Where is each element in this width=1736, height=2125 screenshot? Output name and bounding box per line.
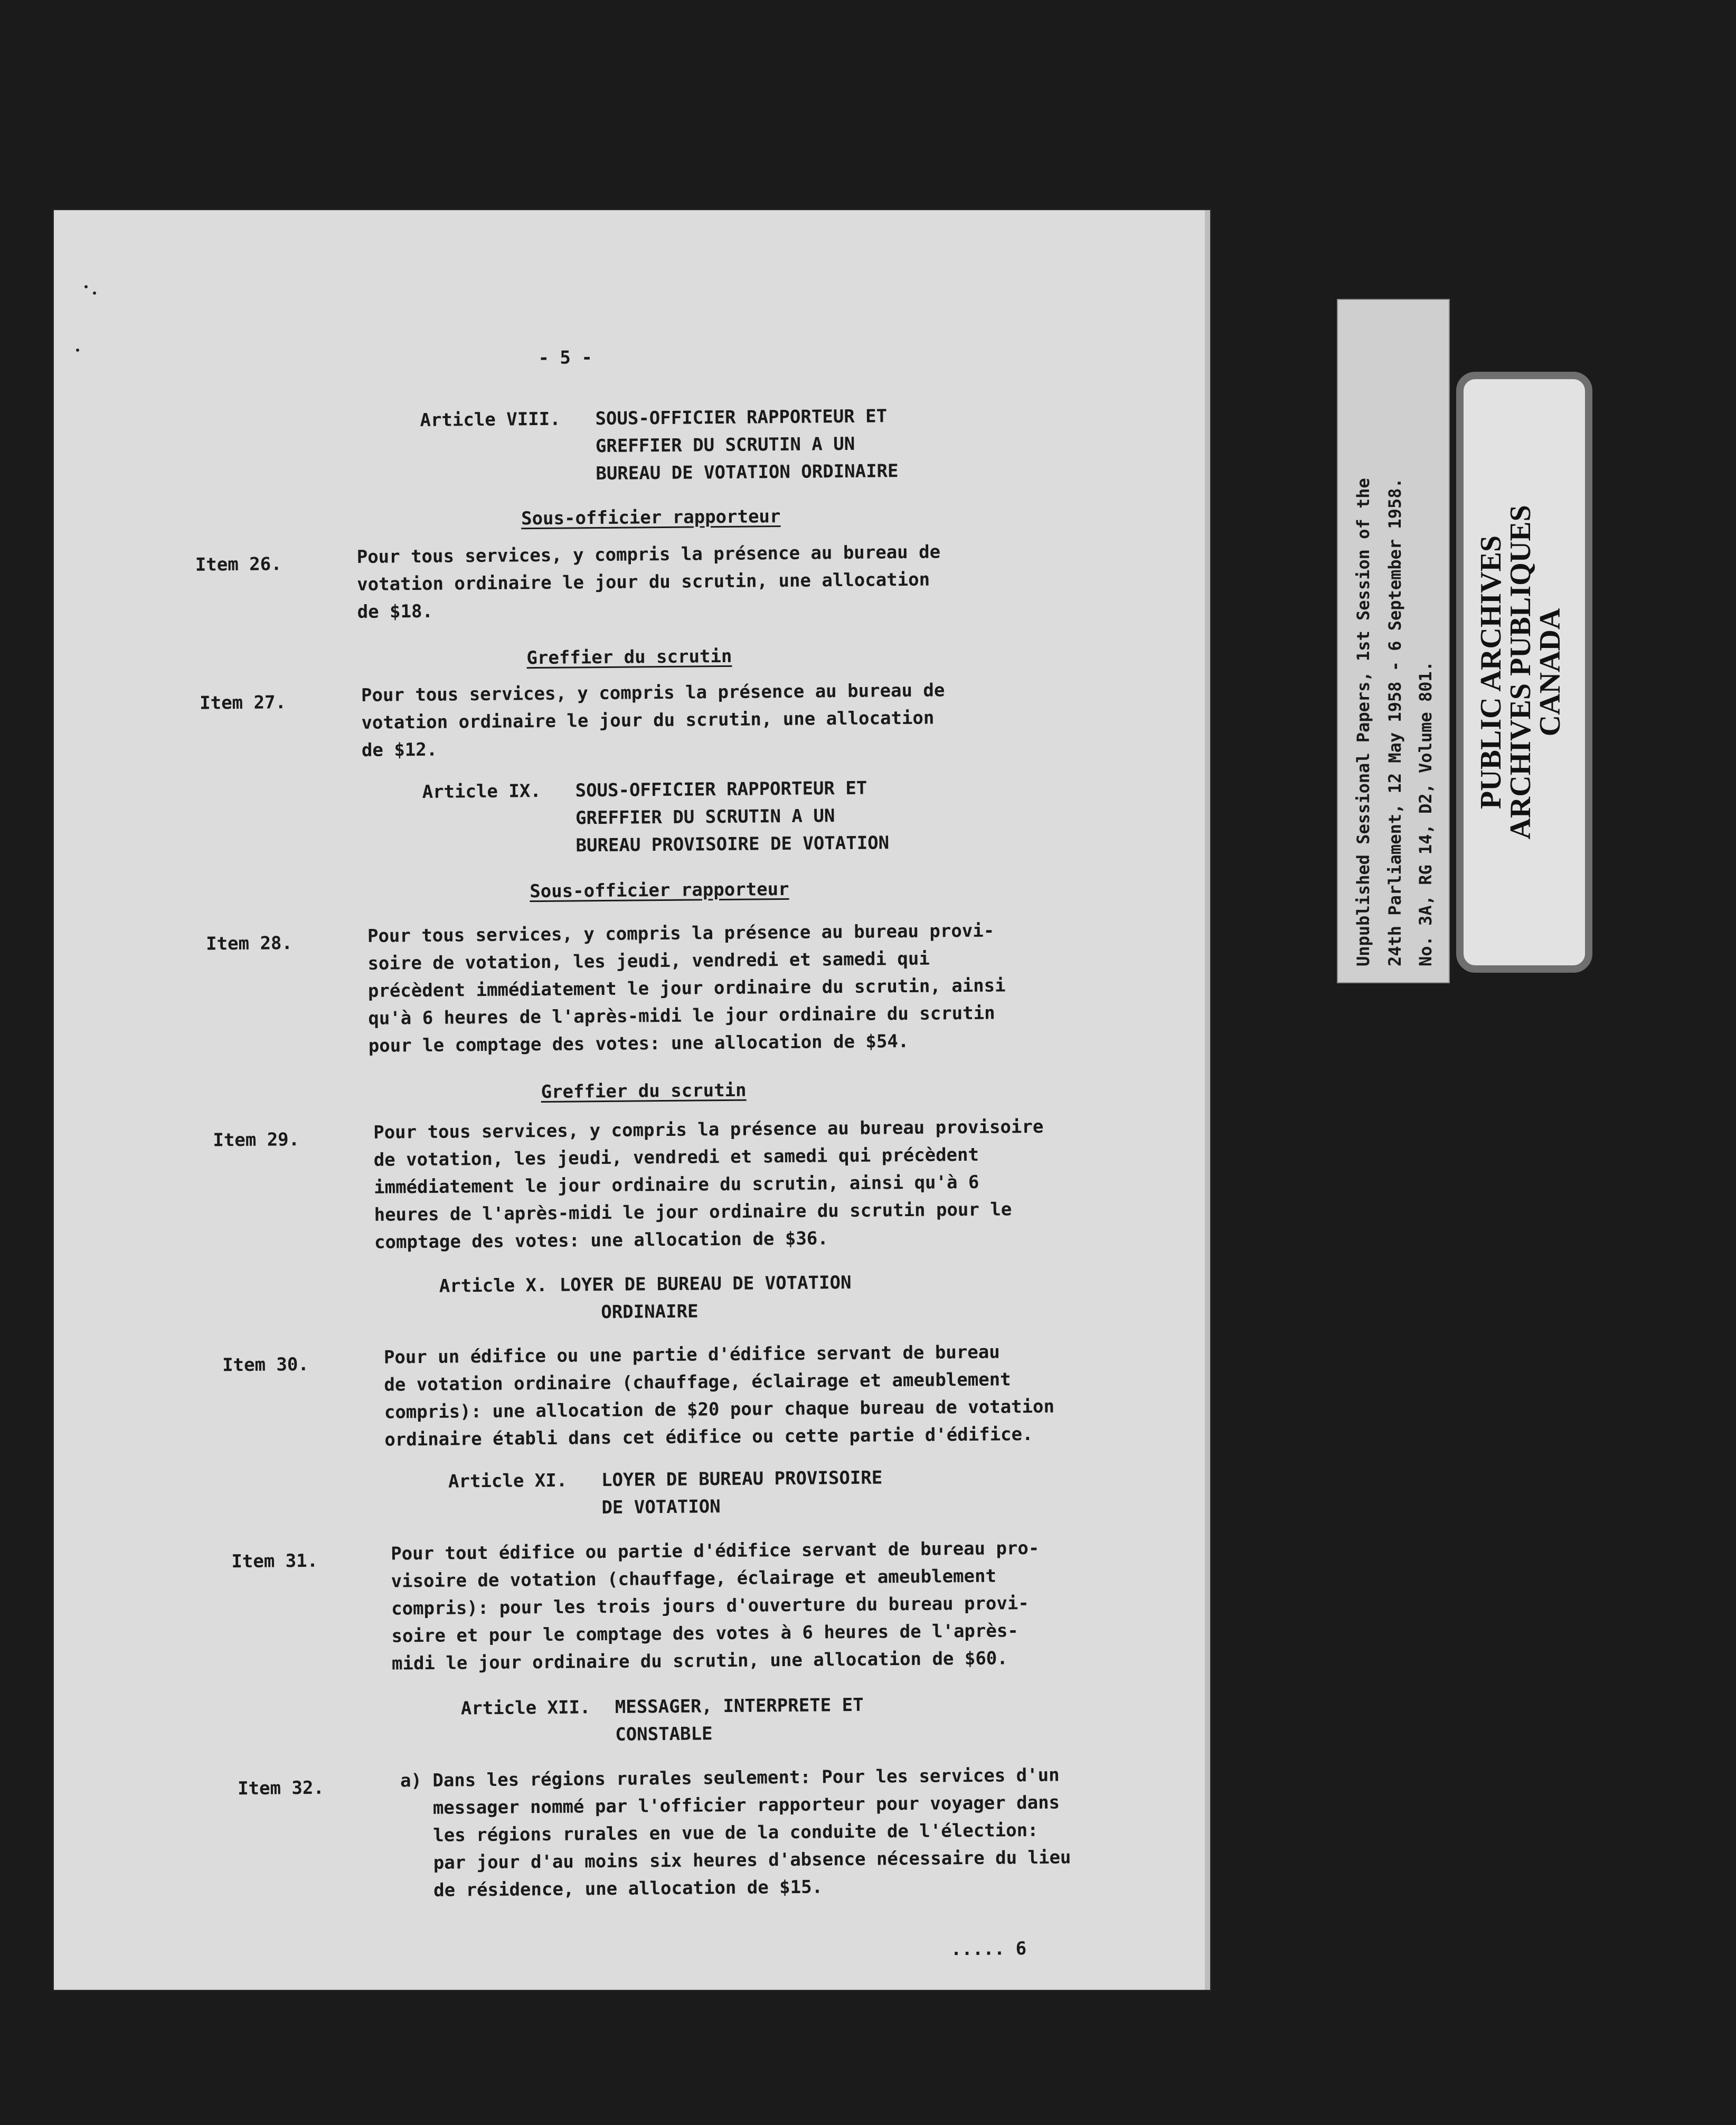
item-31-label: Item 31. xyxy=(231,1550,318,1573)
item-28-line-3: précèdent immédiatement le jour ordinaire du scrutin, ainsi xyxy=(367,975,1006,1002)
article-x-title-2: ORDINAIRE xyxy=(601,1301,699,1323)
item-30-line-3: compris): une allocation de $20 pour chaque bureau de votation xyxy=(384,1396,1055,1423)
item-31-line-5: midi le jour ordinaire du scrutin, une allocation de $60. xyxy=(391,1648,1008,1675)
item-27-line-1: Pour tous services, y compris la présence au bureau de xyxy=(361,680,945,706)
article-viii-title-1: SOUS-OFFICIER RAPPORTEUR ET xyxy=(595,406,888,430)
article-viii-title-3: BUREAU DE VOTATION ORDINAIRE xyxy=(596,460,899,485)
item-31-line-2: visoire de votation (chauffage, éclairage et ameublement xyxy=(391,1565,997,1592)
article-xii-title-1: MESSAGER, INTERPRETE ET xyxy=(615,1694,864,1718)
article-xii-title-2: CONSTABLE xyxy=(615,1723,713,1745)
item-32-line-5: de résidence, une allocation de $15. xyxy=(401,1876,823,1902)
stamp-text xyxy=(1464,379,1585,965)
item-27-label: Item 27. xyxy=(199,692,287,714)
item-26-line-3: de $18. xyxy=(357,600,433,623)
item-30-line-4: ordinaire établi dans cet édifice ou cette partie d'édifice. xyxy=(384,1423,1033,1451)
archive-label-text xyxy=(1338,300,1449,982)
item-27-line-3: de $12. xyxy=(361,739,438,761)
article-ix-label: Article IX. xyxy=(422,780,541,803)
stamp-line-2: ARCHIVES PUBLIQUES xyxy=(1504,505,1537,840)
article-xi-title-2: DE VOTATION xyxy=(601,1496,721,1519)
continuation-marker: ..... 6 xyxy=(950,1938,1027,1960)
article-x-label: Article X. xyxy=(439,1274,548,1297)
item-29-line-2: de votation, les jeudi, vendredi et samedi qui précèdent xyxy=(373,1144,979,1171)
item-28-line-2: soire de votation, les jeudi, vendredi et samedi qui xyxy=(367,948,930,974)
item-28-line-4: qu'à 6 heures de l'après-midi le jour ordinaire du scrutin xyxy=(368,1002,995,1029)
speck xyxy=(84,285,88,288)
public-archives-stamp xyxy=(1456,372,1592,973)
item-32-line-1: a) Dans les régions rurales seulement: Pour les services d'un xyxy=(400,1764,1060,1792)
heading-greffier-2: Greffier du scrutin xyxy=(541,1079,747,1103)
item-29-line-4: heures de l'après-midi le jour ordinaire du scrutin pour le xyxy=(374,1199,1012,1226)
heading-sous-officier-1: Sous-officier rapporteur xyxy=(521,506,781,530)
item-32-line-4: par jour d'au moins six heures d'absence nécessaire du lieu xyxy=(401,1847,1071,1874)
archive-label-line-1: Unpublished Sessional Papers, 1st Session of the xyxy=(1353,478,1373,966)
item-26-label: Item 26. xyxy=(195,553,282,576)
item-26-line-2: votation ordinaire le jour du scrutin, une allocation xyxy=(357,569,930,596)
item-28-label: Item 28. xyxy=(205,933,293,955)
article-ix-title-2: GREFFIER DU SCRUTIN A UN xyxy=(575,805,835,829)
item-32-line-2: messager nommé par l'officier rapporteur pour voyager dans xyxy=(400,1792,1060,1819)
item-31-line-3: compris): pour les trois jours d'ouverture du bureau provi- xyxy=(391,1592,1029,1620)
item-32-label: Item 32. xyxy=(237,1777,325,1800)
article-xi-title-1: LOYER DE BUREAU PROVISOIRE xyxy=(601,1467,883,1491)
heading-sous-officier-2: Sous-officier rapporteur xyxy=(530,878,789,902)
item-30-line-1: Pour un édifice ou une partie d'édifice servant de bureau xyxy=(383,1341,1000,1368)
archive-label-line-3: No. 3A, RG 14, D2, Volume 801. xyxy=(1416,661,1436,966)
item-26-line-1: Pour tous services, y compris la présence au bureau de xyxy=(356,541,941,568)
item-31-line-4: soire et pour le comptage des votes à 6 heures de l'après- xyxy=(391,1620,1018,1647)
article-viii-title-2: GREFFIER DU SCRUTIN A UN xyxy=(595,433,855,457)
item-30-label: Item 30. xyxy=(222,1353,309,1376)
item-27-line-2: votation ordinaire le jour du scrutin, une allocation xyxy=(361,707,935,734)
item-29-line-5: comptage des votes: une allocation de $36. xyxy=(374,1228,828,1253)
archive-label xyxy=(1337,299,1450,983)
stamp-line-1: PUBLIC ARCHIVES xyxy=(1475,535,1507,810)
archive-label-line-2: 24th Parliament, 12 May 1958 - 6 September 1958. xyxy=(1385,478,1405,966)
article-xii-label: Article XII. xyxy=(460,1697,591,1719)
article-x-title-1: LOYER DE BUREAU DE VOTATION xyxy=(559,1272,852,1296)
document-page xyxy=(54,210,1210,1990)
article-viii-label: Article VIII. xyxy=(420,408,561,431)
item-29-label: Item 29. xyxy=(213,1129,300,1151)
page-number: - 5 - xyxy=(538,347,593,369)
article-ix-title-3: BUREAU PROVISOIRE DE VOTATION xyxy=(575,832,890,857)
speck xyxy=(93,292,96,295)
item-29-line-1: Pour tous services, y compris la présence au bureau provisoire xyxy=(373,1116,1044,1143)
stamp-line-3: CANADA xyxy=(1534,608,1567,737)
item-28-line-1: Pour tous services, y compris la présence au bureau provi- xyxy=(367,920,995,947)
item-29-line-3: immédiatement le jour ordinaire du scrutin, ainsi qu'à 6 xyxy=(373,1171,979,1198)
item-32-line-3: les régions rurales en vue de la conduite de l'élection: xyxy=(400,1819,1039,1847)
item-31-line-1: Pour tout édifice ou partie d'édifice servant de bureau pro- xyxy=(391,1537,1040,1565)
heading-greffier-1: Greffier du scrutin xyxy=(526,645,732,669)
item-30-line-2: de votation ordinaire (chauffage, éclairage et ameublement xyxy=(384,1369,1011,1396)
item-28-line-5: pour le comptage des votes: une allocation de $54. xyxy=(368,1030,909,1057)
speck xyxy=(76,349,79,352)
article-ix-title-1: SOUS-OFFICIER RAPPORTEUR ET xyxy=(575,777,867,802)
article-xi-label: Article XI. xyxy=(448,1470,568,1492)
page-content xyxy=(54,200,1220,1990)
